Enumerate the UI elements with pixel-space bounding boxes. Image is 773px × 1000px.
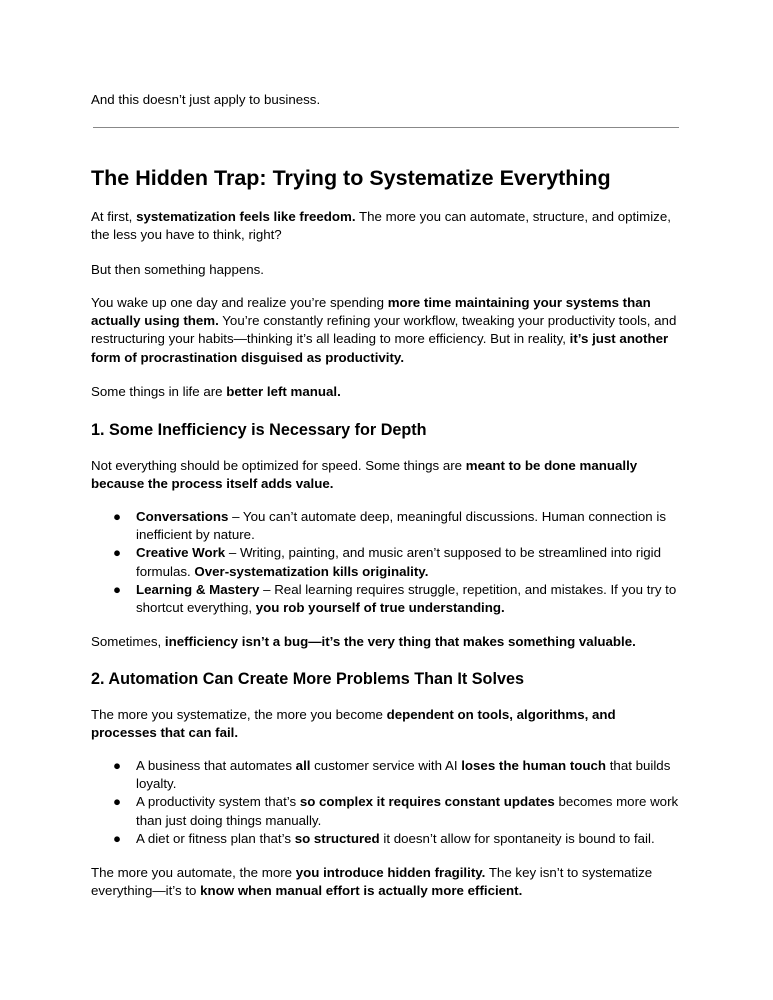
bullet-icon: ● bbox=[113, 830, 122, 846]
bullet-icon: ● bbox=[113, 794, 122, 810]
list-item: ● Conversations – You can’t automate deep, meaningful discussions. Human connection is inefficient by nature. bbox=[113, 509, 666, 543]
automation-list bbox=[91, 757, 681, 848]
paragraph-done-manually: Not everything should be optimized for speed. Some things are meant to be done manually because the process itself adds value. bbox=[91, 458, 638, 492]
bullet-icon: ● bbox=[113, 758, 122, 773]
inefficiency-list bbox=[91, 508, 681, 617]
paragraph-inefficiency-valuable: Sometimes, inefficiency isn’t a bug—it’s the very thing that makes something valuable. bbox=[91, 634, 636, 649]
list-item: ● A productivity system that’s so complex it requires constant updates becomes more work than just doing things manually. bbox=[113, 794, 679, 828]
bullet-icon: ● bbox=[113, 545, 122, 561]
horizontal-divider bbox=[93, 127, 679, 128]
subheading-inefficiency-depth: 1. Some Inefficiency is Necessary for Depth bbox=[91, 421, 427, 439]
paragraph-better-left-manual: Some things in life are better left manual. bbox=[91, 384, 341, 399]
paragraph-maintaining-systems: You wake up one day and realize you’re spending more time maintaining your systems than actually using them. You’re constantly refining your workflow, tweaking your productivity tools, and restructuring your habits—thinking it’s all leading to more efficiency. But in reality, it’s just another form of procrastination disguised as productivity. bbox=[91, 295, 677, 365]
paragraph-hidden-fragility: The more you automate, the more you introduce hidden fragility. The key isn’t to systematize everything—it’s to know when manual effort is actually more efficient. bbox=[91, 865, 653, 899]
list-item: ● A business that automates all customer service with AI loses the human touch that builds loyalty. bbox=[113, 758, 671, 792]
bullet-icon: ● bbox=[113, 581, 122, 597]
paragraph-systematization-freedom: At first, systematization feels like freedom. The more you can automate, structure, and optimize, the less you have to think, right? bbox=[91, 209, 671, 243]
intro-paragraph: And this doesn’t just apply to business. bbox=[91, 92, 321, 107]
list-item: ● Creative Work – Writing, painting, and music aren’t supposed to be streamlined into rigid formulas. Over-systematization kills originality. bbox=[113, 545, 662, 579]
list-item: ● A diet or fitness plan that’s so structured it doesn’t allow for spontaneity is bound to fail. bbox=[91, 830, 681, 848]
subheading-automation-problems: 2. Automation Can Create More Problems Than It Solves bbox=[91, 670, 524, 688]
section-title: The Hidden Trap: Trying to Systematize Everything bbox=[91, 166, 611, 190]
paragraph-something-happens: But then something happens. bbox=[91, 262, 264, 277]
paragraph-dependent-tools: The more you systematize, the more you become dependent on tools, algorithms, and processes that can fail. bbox=[91, 707, 616, 741]
list-item: ● Learning & Mastery – Real learning requires struggle, repetition, and mistakes. If you try to shortcut everything, you rob yourself of true understanding. bbox=[113, 581, 677, 616]
bullet-icon: ● bbox=[113, 509, 122, 524]
